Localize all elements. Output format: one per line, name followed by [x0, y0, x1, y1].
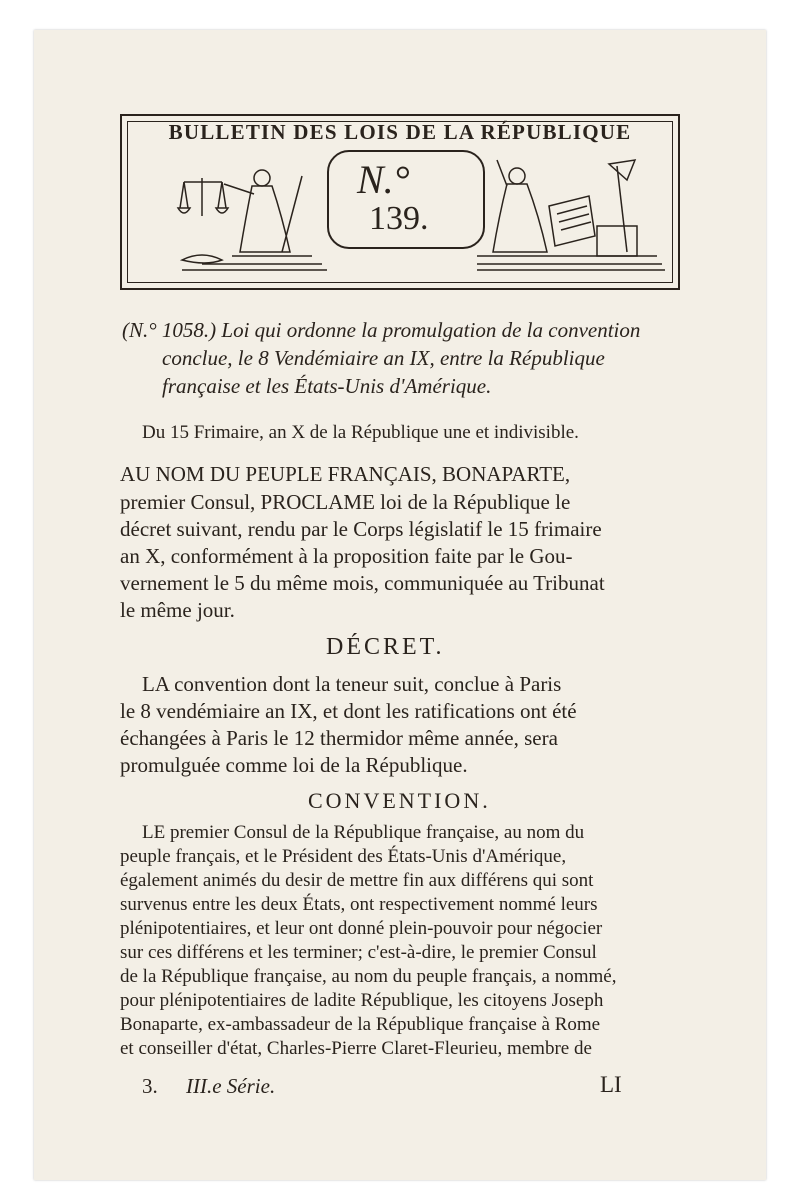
decret-line-3: échangées à Paris le 12 thermidor même année, sera — [120, 726, 558, 750]
preamble-line-6: le même jour. — [120, 598, 235, 622]
footer-signature: LI — [600, 1072, 622, 1097]
footer-series: III.e Série. — [186, 1074, 276, 1098]
convention-line-1: LE premier Consul de la République française, au nom du — [142, 822, 585, 843]
convention-line-6: sur ces différens et les terminer; c'est-à-dire, le premier Consul — [120, 942, 597, 963]
convention-line-5: plénipotentiaires, et leur ont donné plein-pouvoir pour négocier — [120, 918, 603, 939]
number-mark: N.° — [357, 157, 410, 202]
preamble-line-1: AU NOM DU PEUPLE FRANÇAIS, BONAPARTE, — [120, 462, 571, 486]
convention-line-8: pour plénipotentiaires de ladite République, les citoyens Joseph — [120, 990, 604, 1011]
convention-line-10: et conseiller d'état, Charles-Pierre Claret-Fleurieu, membre de — [120, 1038, 592, 1059]
preamble-line-2: premier Consul, PROCLAME loi de la République le — [120, 490, 571, 514]
issue-number-cartouche — [327, 150, 485, 249]
decret-line-2: le 8 vendémiaire an IX, et dont les ratifications ont été — [120, 699, 577, 723]
justice-figure-engraving — [162, 156, 332, 276]
convention-line-3: également animés du desir de mettre fin aux différens qui sont — [120, 870, 594, 891]
decret-line-1: LA convention dont la teneur suit, conclue à Paris — [142, 672, 562, 696]
convention-line-2: peuple français, et le Président des États-Unis d'Amérique, — [120, 846, 567, 867]
law-heading-line-3: française et les États-Unis d'Amérique. — [162, 374, 492, 398]
date-line: Du 15 Frimaire, an X de la République une et indivisible. — [142, 422, 579, 443]
convention-line-9: Bonaparte, ex-ambassadeur de la République française à Rome — [120, 1014, 601, 1035]
convention-line-4: survenus entre les deux États, ont respectivement nommé leurs — [120, 894, 598, 915]
decret-line-4: promulguée comme loi de la République. — [120, 753, 468, 777]
preamble-line-3: décret suivant, rendu par le Corps législatif le 15 frimaire — [120, 517, 602, 541]
bulletin-title: BULLETIN DES LOIS DE LA RÉPUBLIQUE — [168, 120, 632, 144]
liberty-figure-engraving — [477, 156, 667, 276]
masthead — [120, 114, 680, 290]
decret-heading: DÉCRET. — [326, 634, 445, 660]
preamble-line-5: vernement le 5 du même mois, communiquée au Tribunat — [120, 571, 605, 595]
convention-line-7: de la République française, au nom du peuple français, a nommé, — [120, 966, 617, 987]
law-heading-line-1: (N.° 1058.) Loi qui ordonne la promulgation de la convention — [122, 318, 641, 342]
footer-sheet-number: 3. — [142, 1074, 158, 1098]
law-heading-line-2: conclue, le 8 Vendémiaire an IX, entre la République — [162, 346, 605, 370]
preamble-line-4: an X, conformément à la proposition faite par le Gou- — [120, 544, 573, 568]
issue-number: 139. — [369, 200, 429, 237]
convention-heading: CONVENTION. — [308, 788, 491, 813]
document-page — [34, 30, 766, 1180]
